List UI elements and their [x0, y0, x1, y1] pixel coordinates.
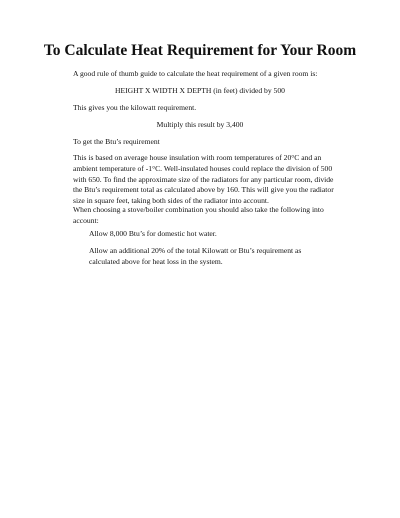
page-title: To Calculate Heat Requirement for Your Room: [43, 42, 357, 59]
formula-text: HEIGHT X WIDTH X DEPTH (in feet) divided by 500: [115, 86, 285, 95]
intro-text: A good rule of thumb guide to calculate the heat requirement of a given room is:: [73, 69, 318, 78]
hot-water-allowance: Allow 8,000 Btu’s for domestic hot water.: [89, 229, 217, 238]
insulation-paragraph: This is based on average house insulation with room temperatures of 20°C and an ambient temperature of -1°C. Well-insulated houses could replace the division of 500 with 650. To find the approximate size of the radiators for any particular room, divide the Btu’s requirement total as calculated above by 160. This will give you the radiator size in square feet, taking both sides of the radiator into account.: [73, 153, 334, 206]
stove-paragraph: When choosing a stove/boiler combination you should also take the following into account:: [73, 205, 324, 225]
multiply-note: Multiply this result by 3,400: [156, 120, 244, 129]
kilowatt-note: This gives you the kilowatt requirement.: [73, 103, 197, 112]
btu-note: To get the Btu’s requirement: [73, 137, 160, 146]
heat-loss-allowance: Allow an additional 20% of the total Kilowatt or Btu’s requirement as calculated above for heat loss in the system.: [89, 246, 302, 266]
